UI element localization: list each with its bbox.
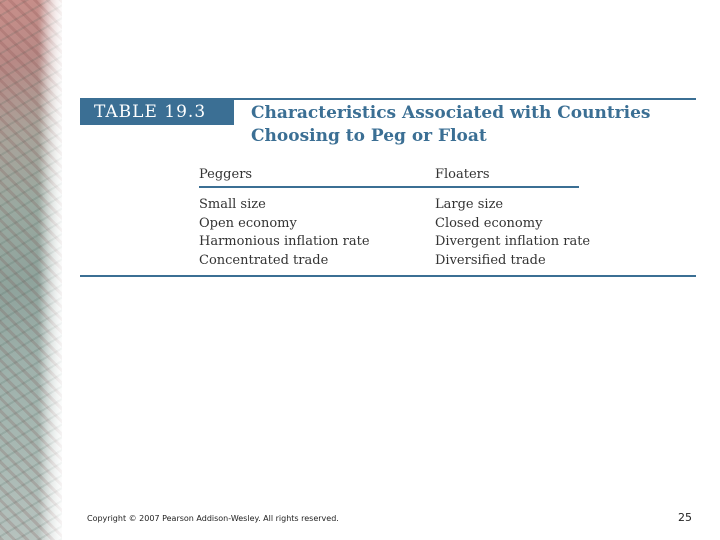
list-item: Closed economy [435, 215, 543, 231]
peggers-list [199, 196, 370, 270]
floaters-list [435, 196, 590, 270]
table-bottom-rule [80, 275, 696, 277]
column-header-peggers: Peggers [199, 167, 253, 182]
list-item: Harmonious inflation rate [199, 234, 370, 249]
column-header-floaters: Floaters [435, 167, 490, 182]
table-title-line-1: Characteristics Associated with Countries [251, 103, 651, 123]
header-rule [199, 186, 579, 188]
list-item: Concentrated trade [199, 252, 329, 268]
table-number-badge: TABLE 19.3 [80, 100, 234, 125]
table-title [251, 102, 691, 148]
page-number: 25 [678, 511, 692, 524]
table-title-line-2: Choosing to Peg or Float [251, 126, 487, 146]
list-item: Open economy [199, 215, 297, 231]
list-item: Small size [199, 197, 266, 212]
list-item: Diversified trade [435, 252, 546, 268]
side-image-fade [40, 0, 70, 540]
list-item: Divergent inflation rate [435, 234, 591, 249]
list-item: Large size [435, 197, 504, 212]
copyright-footer: Copyright © 2007 Pearson Addison-Wesley. All rights reserved. [87, 514, 339, 523]
